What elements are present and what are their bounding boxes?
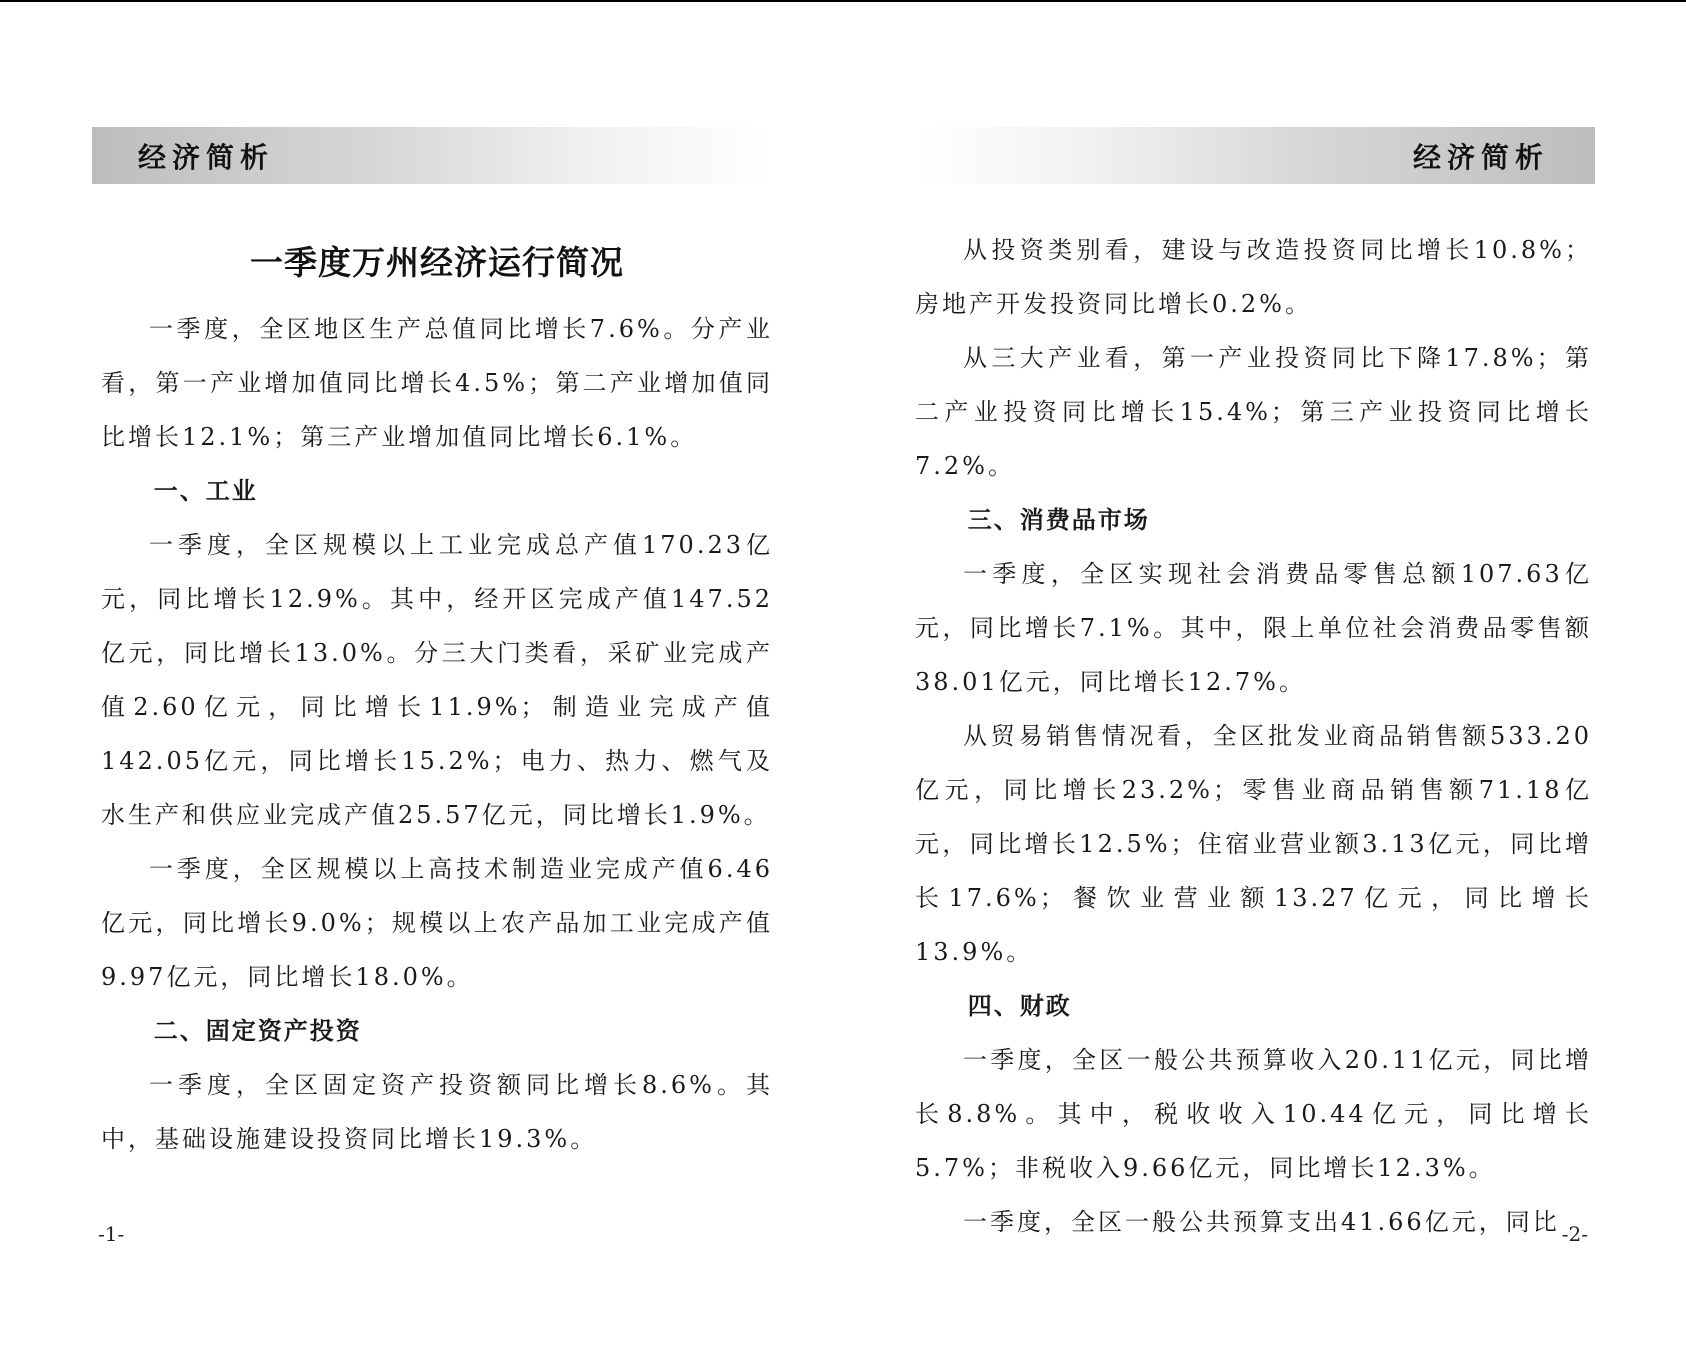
page-number-left: -1-: [98, 1222, 125, 1246]
paragraph-retail-sales: 一季度，全区实现社会消费品零售总额107.63亿元，同比增长7.1%。其中，限上单位社会消费品零售额38.01亿元，同比增长12.7%。: [915, 560, 1592, 696]
right-header-title: 经济简析: [1412, 140, 1549, 174]
left-header-band: [92, 127, 772, 184]
right-page-content: [915, 223, 1592, 1249]
paragraph-budget-revenue: 一季度，全区一般公共预算收入20.11亿元，同比增长8.8%。其中，税收收入10.44亿元，同比增长5.7%；非税收入9.66亿元，同比增长12.3%。: [915, 1046, 1592, 1182]
paragraph-high-tech-manufacturing: 一季度，全区规模以上高技术制造业完成产值6.46亿元，同比增长9.0%；规模以上农产品加工业完成产值9.97亿元，同比增长18.0%。: [101, 855, 773, 991]
section-heading-finance: 四、财政: [967, 992, 1072, 1020]
left-header-title: 经济简析: [138, 140, 275, 174]
section-heading-consumer-market: 三、消费品市场: [967, 506, 1150, 534]
left-page-content: [101, 223, 773, 1166]
article-title: 一季度万州经济运行简况: [250, 243, 624, 282]
paragraph-investment-by-category: 从投资类别看，建设与改造投资同比增长10.8%；房地产开发投资同比增长0.2%。: [915, 236, 1592, 318]
paragraph-gdp-overview: 一季度，全区地区生产总值同比增长7.6%。分产业看，第一产业增加值同比增长4.5%；第二产业增加值同比增长12.1%；第三产业增加值同比增长6.1%。: [101, 315, 773, 451]
section-heading-fixed-asset-investment: 二、固定资产投资: [153, 1017, 362, 1045]
paragraph-fixed-asset-investment: 一季度，全区固定资产投资额同比增长8.6%。其中，基础设施建设投资同比增长19.3%。: [101, 1071, 773, 1153]
paragraph-investment-by-sector: 从三大产业看，第一产业投资同比下降17.8%；第二产业投资同比增长15.4%；第三产业投资同比增长7.2%。: [915, 344, 1592, 480]
page-number-right: -2-: [1561, 1222, 1588, 1246]
right-header-band: [915, 127, 1595, 184]
paragraph-industry-output: 一季度，全区规模以上工业完成总产值170.23亿元，同比增长12.9%。其中，经开区完成产值147.52亿元，同比增长13.0%。分三大门类看，采矿业完成产值2.60亿元，同比增长11.9%；制造业完成产值142.05亿元，同比增长15.2%；电力、热力、燃气及水生产和供应业完成产值25.57亿元，同比增长1.9%。: [101, 531, 773, 829]
paragraph-budget-expenditure: 一季度，全区一般公共预算支出41.66亿元，同比: [963, 1208, 1560, 1236]
paragraph-trade-sales: 从贸易销售情况看，全区批发业商品销售额533.20亿元，同比增长23.2%；零售业商品销售额71.18亿元，同比增长12.5%；住宿业营业额3.13亿元，同比增长17.6%；餐饮业营业额13.27亿元，同比增长13.9%。: [915, 722, 1592, 966]
section-heading-industry: 一、工业: [153, 477, 258, 505]
right-page: [843, 0, 1686, 1353]
